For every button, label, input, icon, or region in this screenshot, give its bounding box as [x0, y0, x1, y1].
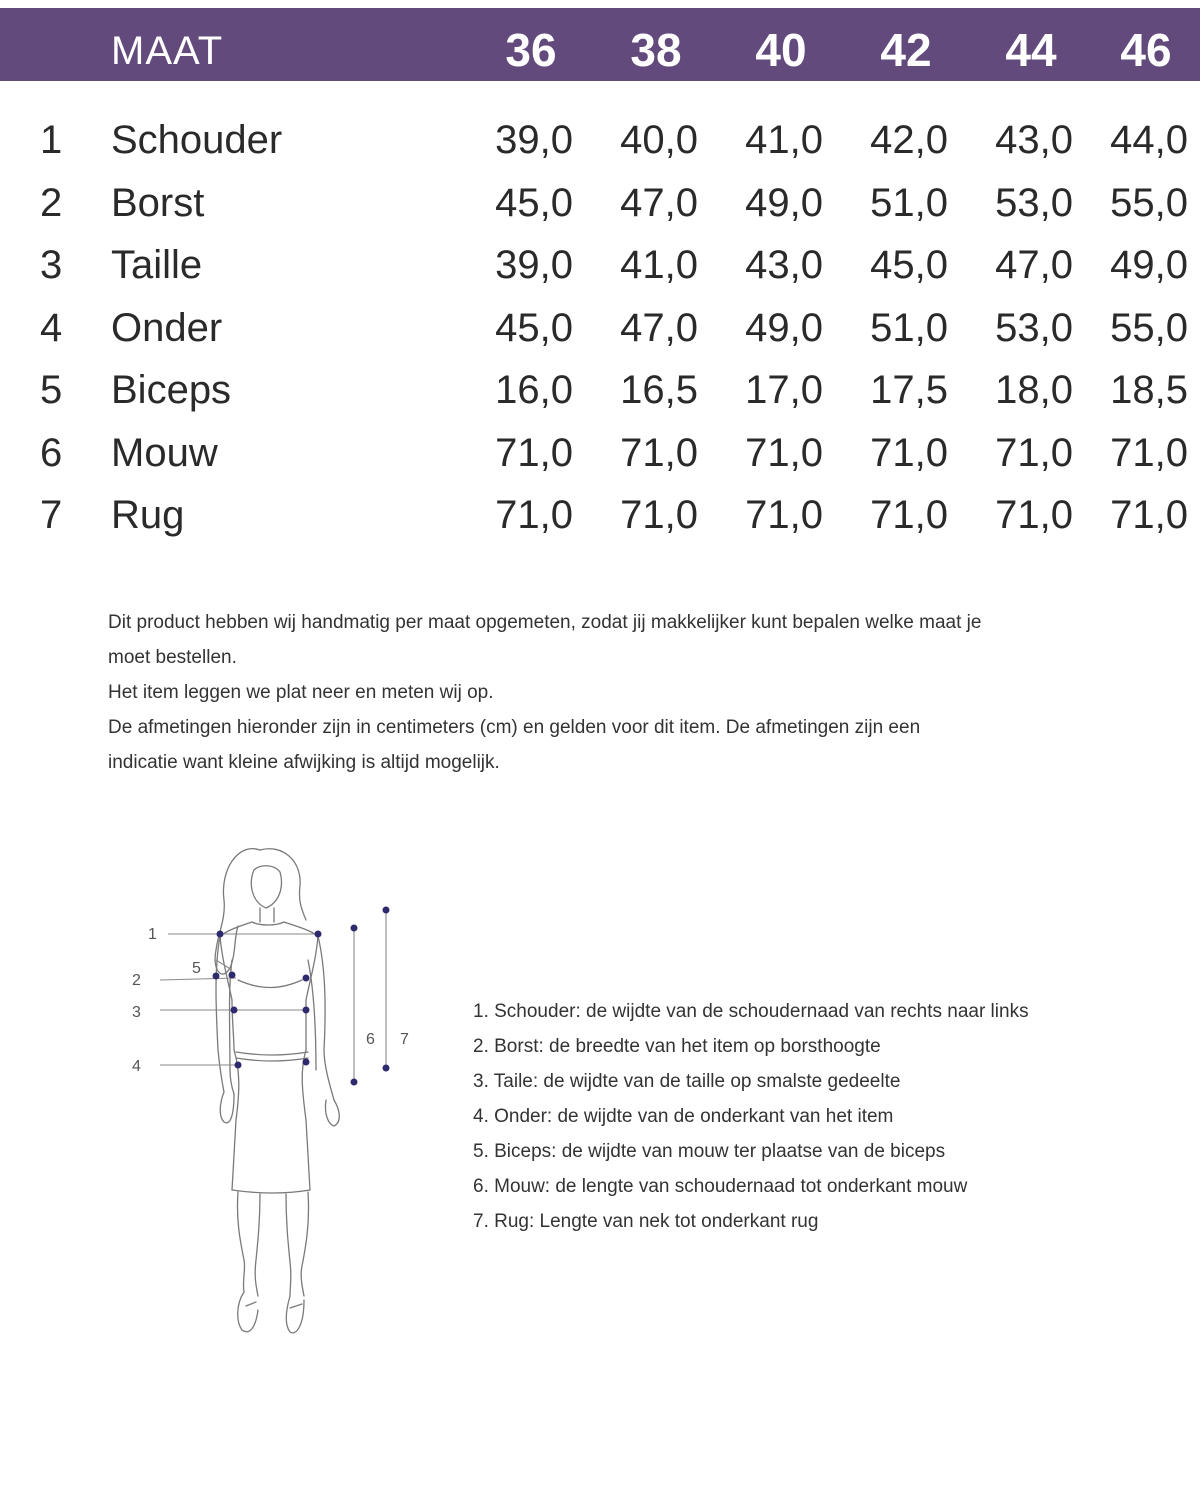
row-number: 1: [40, 118, 63, 162]
measurement-figure: [120, 830, 430, 1360]
intro-line: De afmetingen hieronder zijn in centimeters (cm) en gelden voor dit item. De afmetingen zijn een: [108, 717, 921, 738]
table-cell: 49,0: [1110, 243, 1188, 287]
table-cell: 55,0: [1110, 306, 1188, 350]
legend-item: 3. Taile: de wijdte van de taille op smalste gedeelte: [473, 1071, 901, 1092]
row-label: Biceps: [111, 368, 232, 412]
table-cell: 71,0: [1110, 431, 1188, 475]
table-cell: 47,0: [620, 306, 698, 350]
table-cell: 40,0: [620, 118, 698, 162]
table-cell: 47,0: [620, 181, 698, 225]
legend-item: 1. Schouder: de wijdte van de schoudernaad van rechts naar links: [473, 1001, 1029, 1022]
table-cell: 49,0: [745, 181, 823, 225]
marker-label: 5: [192, 960, 201, 977]
intro-line: Het item leggen we plat neer en meten wij op.: [108, 682, 494, 703]
marker-label: 6: [366, 1031, 375, 1048]
woman-figure-illustration: [120, 830, 430, 1360]
row-number: 2: [40, 181, 63, 225]
marker-label: 2: [132, 972, 141, 989]
table-cell: 51,0: [870, 306, 948, 350]
legend-item: 5. Biceps: de wijdte van mouw ter plaatse van de biceps: [473, 1141, 946, 1162]
table-cell: 44,0: [1110, 118, 1188, 162]
row-label: Onder: [111, 306, 223, 350]
table-cell: 43,0: [995, 118, 1073, 162]
table-cell: 39,0: [495, 243, 573, 287]
intro-line: indicatie want kleine afwijking is altijd mogelijk.: [108, 752, 500, 773]
table-cell: 18,0: [995, 368, 1073, 412]
size-column-38: 38: [630, 24, 682, 76]
row-label: Rug: [111, 493, 185, 537]
table-cell: 41,0: [745, 118, 823, 162]
table-cell: 39,0: [495, 118, 573, 162]
legend-item: 2. Borst: de breedte van het item op borsthoogte: [473, 1036, 881, 1057]
table-cell: 45,0: [495, 306, 573, 350]
table-cell: 45,0: [870, 243, 948, 287]
marker-label: 4: [132, 1058, 141, 1075]
table-cell: 43,0: [745, 243, 823, 287]
size-header-bar: [0, 8, 1200, 81]
row-label: Borst: [111, 181, 205, 225]
size-column-40: 40: [755, 24, 807, 76]
table-cell: 18,5: [1110, 368, 1188, 412]
row-label: Taille: [111, 243, 203, 287]
row-number: 5: [40, 368, 63, 412]
intro-text: [108, 605, 1108, 780]
legend-item: 7. Rug: Lengte van nek tot onderkant rug: [473, 1211, 819, 1232]
table-cell: 71,0: [745, 493, 823, 537]
size-column-36: 36: [505, 24, 557, 76]
row-number: 7: [40, 493, 63, 537]
table-cell: 71,0: [620, 493, 698, 537]
row-label: Mouw: [111, 431, 218, 475]
table-cell: 16,5: [620, 368, 698, 412]
table-cell: 53,0: [995, 306, 1073, 350]
marker-label: 7: [400, 1031, 409, 1048]
size-column-42: 42: [880, 24, 932, 76]
intro-line: moet bestellen.: [108, 647, 237, 668]
intro-line: Dit product hebben wij handmatig per maat opgemeten, zodat jij makkelijker kunt bepalen welke maat je: [108, 612, 982, 633]
table-cell: 55,0: [1110, 181, 1188, 225]
marker-label: 1: [148, 926, 157, 943]
table-cell: 51,0: [870, 181, 948, 225]
table-cell: 16,0: [495, 368, 573, 412]
table-cell: 71,0: [495, 493, 573, 537]
table-cell: 71,0: [745, 431, 823, 475]
legend-item: 4. Onder: de wijdte van de onderkant van het item: [473, 1106, 894, 1127]
table-cell: 71,0: [620, 431, 698, 475]
size-header-label: MAAT: [111, 29, 224, 73]
row-number: 3: [40, 243, 63, 287]
table-cell: 53,0: [995, 181, 1073, 225]
size-column-46: 46: [1120, 24, 1172, 76]
table-cell: 71,0: [870, 493, 948, 537]
measurement-legend: [473, 994, 1173, 1239]
table-cell: 47,0: [995, 243, 1073, 287]
row-number: 4: [40, 306, 63, 350]
table-cell: 42,0: [870, 118, 948, 162]
marker-label: 3: [132, 1004, 141, 1021]
table-cell: 71,0: [995, 431, 1073, 475]
table-cell: 17,0: [745, 368, 823, 412]
table-cell: 49,0: [745, 306, 823, 350]
table-cell: 41,0: [620, 243, 698, 287]
row-number: 6: [40, 431, 63, 475]
table-cell: 71,0: [995, 493, 1073, 537]
row-label: Schouder: [111, 118, 283, 162]
size-column-44: 44: [1005, 24, 1057, 76]
table-cell: 45,0: [495, 181, 573, 225]
table-cell: 71,0: [1110, 493, 1188, 537]
legend-item: 6. Mouw: de lengte van schoudernaad tot onderkant mouw: [473, 1176, 968, 1197]
table-cell: 71,0: [870, 431, 948, 475]
table-cell: 71,0: [495, 431, 573, 475]
table-cell: 17,5: [870, 368, 948, 412]
